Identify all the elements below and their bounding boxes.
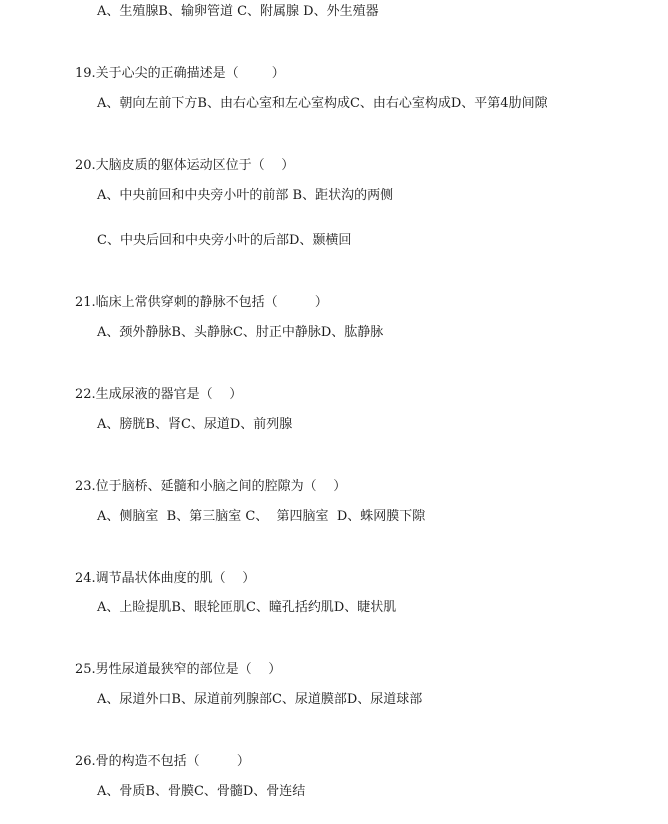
q23-options: A、侧脑室 B、第三脑室 C、 第四脑室 D、蛛网膜下隙 bbox=[97, 509, 426, 524]
q23-question: 23.位于脑桥、延髓和小脑之间的腔隙为（ ） bbox=[75, 479, 347, 494]
q19-options: A、朝向左前下方B、由右心室和左心室构成C、由右心室构成D、平第4肋间隙 bbox=[97, 96, 548, 111]
q26-options: A、骨质B、骨膜C、骨髓D、骨连结 bbox=[97, 784, 306, 799]
q20-question: 20.大脑皮质的躯体运动区位于（ ） bbox=[75, 158, 295, 173]
q24-question: 24.调节晶状体曲度的肌（ ） bbox=[75, 571, 256, 586]
q22-question: 22.生成尿液的器官是（ ） bbox=[75, 387, 243, 402]
q20-options-line-2: C、中央后回和中央旁小叶的后部D、颞横回 bbox=[97, 233, 352, 248]
q20-options-line-1: A、中央前回和中央旁小叶的前部 B、距状沟的两侧 bbox=[97, 188, 394, 203]
q18-options: A、生殖腺B、输卵管道 C、附属腺 D、外生殖器 bbox=[97, 4, 379, 19]
q24-options: A、上睑提肌B、眼轮匝肌C、瞳孔括约肌D、睫状肌 bbox=[97, 600, 397, 615]
q26-question: 26.骨的构造不包括（ ） bbox=[75, 754, 250, 769]
q21-question: 21.临床上常供穿刺的静脉不包括（ ） bbox=[75, 295, 328, 310]
q22-options: A、膀胱B、肾C、尿道D、前列腺 bbox=[97, 417, 293, 432]
q25-options: A、尿道外口B、尿道前列腺部C、尿道膜部D、尿道球部 bbox=[97, 692, 423, 707]
q19-question: 19.关于心尖的正确描述是（ ） bbox=[75, 66, 285, 81]
q25-question: 25.男性尿道最狭窄的部位是（ ） bbox=[75, 662, 282, 677]
q21-options: A、颈外静脉B、头静脉C、肘正中静脉D、肱静脉 bbox=[97, 325, 384, 340]
